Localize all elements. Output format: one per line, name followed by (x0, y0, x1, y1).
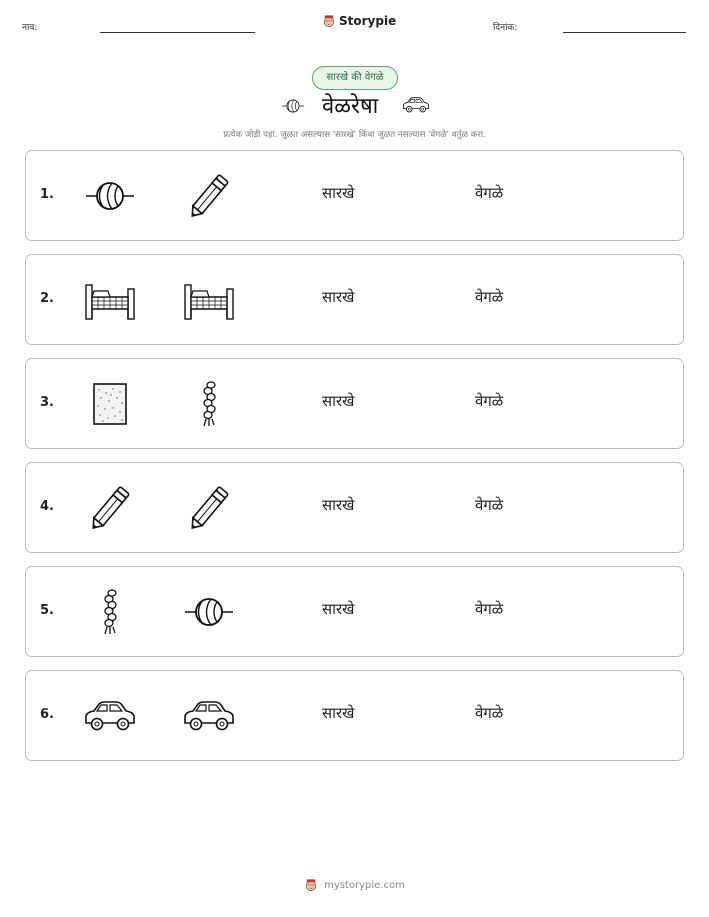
option-same[interactable]: सारखे (322, 600, 355, 618)
question-row (25, 566, 684, 657)
option-different[interactable]: वेगळे (475, 496, 504, 514)
date-field-line[interactable] (563, 32, 686, 33)
ball-icon (82, 171, 138, 221)
option-same[interactable]: सारखे (322, 184, 355, 202)
question-number: 4. (40, 499, 54, 514)
question-number: 6. (40, 707, 54, 722)
question-number: 5. (40, 603, 54, 618)
pencil-icon (82, 483, 138, 533)
question-row (25, 150, 684, 241)
option-different[interactable]: वेगळे (475, 392, 504, 410)
page-title: वेळरेषा (322, 94, 379, 119)
pencil-icon (181, 483, 237, 533)
instructions: प्रत्येक जोडी पहा. जुळत असल्यास 'सारखे' किंवा जुळत नसल्यास 'वेगळे' वर्तुळ करा. (223, 130, 486, 140)
footer-url[interactable]: mystorypie.com (324, 879, 405, 891)
question-number: 2. (40, 291, 54, 306)
question-number: 3. (40, 395, 54, 410)
name-label: नाव: (22, 23, 38, 33)
footer (0, 878, 709, 892)
title-row (0, 88, 709, 122)
mascot-icon (322, 14, 336, 28)
bed-icon (181, 275, 237, 325)
topic-tag: सारखे की वेगळे (312, 66, 398, 90)
car-icon (82, 691, 138, 741)
option-same[interactable]: सारखे (322, 496, 355, 514)
ball-icon (280, 94, 306, 118)
option-different[interactable]: वेगळे (475, 704, 504, 722)
brand-name: Storypie (339, 14, 397, 28)
question-number: 1. (40, 187, 54, 202)
option-different[interactable]: वेगळे (475, 184, 504, 202)
question-row (25, 254, 684, 345)
car-icon (181, 691, 237, 741)
question-row (25, 670, 684, 761)
option-same[interactable]: सारखे (322, 392, 355, 410)
ball-icon (181, 587, 237, 637)
question-row (25, 358, 684, 449)
rope-icon (82, 587, 138, 637)
question-row (25, 462, 684, 553)
brand-logo (322, 14, 396, 28)
option-same[interactable]: सारखे (322, 288, 355, 306)
name-field-line[interactable] (100, 32, 255, 33)
car-icon (401, 92, 431, 118)
mascot-icon (304, 878, 318, 892)
bed-icon (82, 275, 138, 325)
pencil-icon (181, 171, 237, 221)
sandpaper-icon (82, 379, 138, 429)
rope-icon (181, 379, 237, 429)
option-different[interactable]: वेगळे (475, 288, 504, 306)
option-same[interactable]: सारखे (322, 704, 355, 722)
worksheet-header (0, 0, 709, 50)
option-different[interactable]: वेगळे (475, 600, 504, 618)
date-label: दिनांक: (493, 23, 518, 33)
